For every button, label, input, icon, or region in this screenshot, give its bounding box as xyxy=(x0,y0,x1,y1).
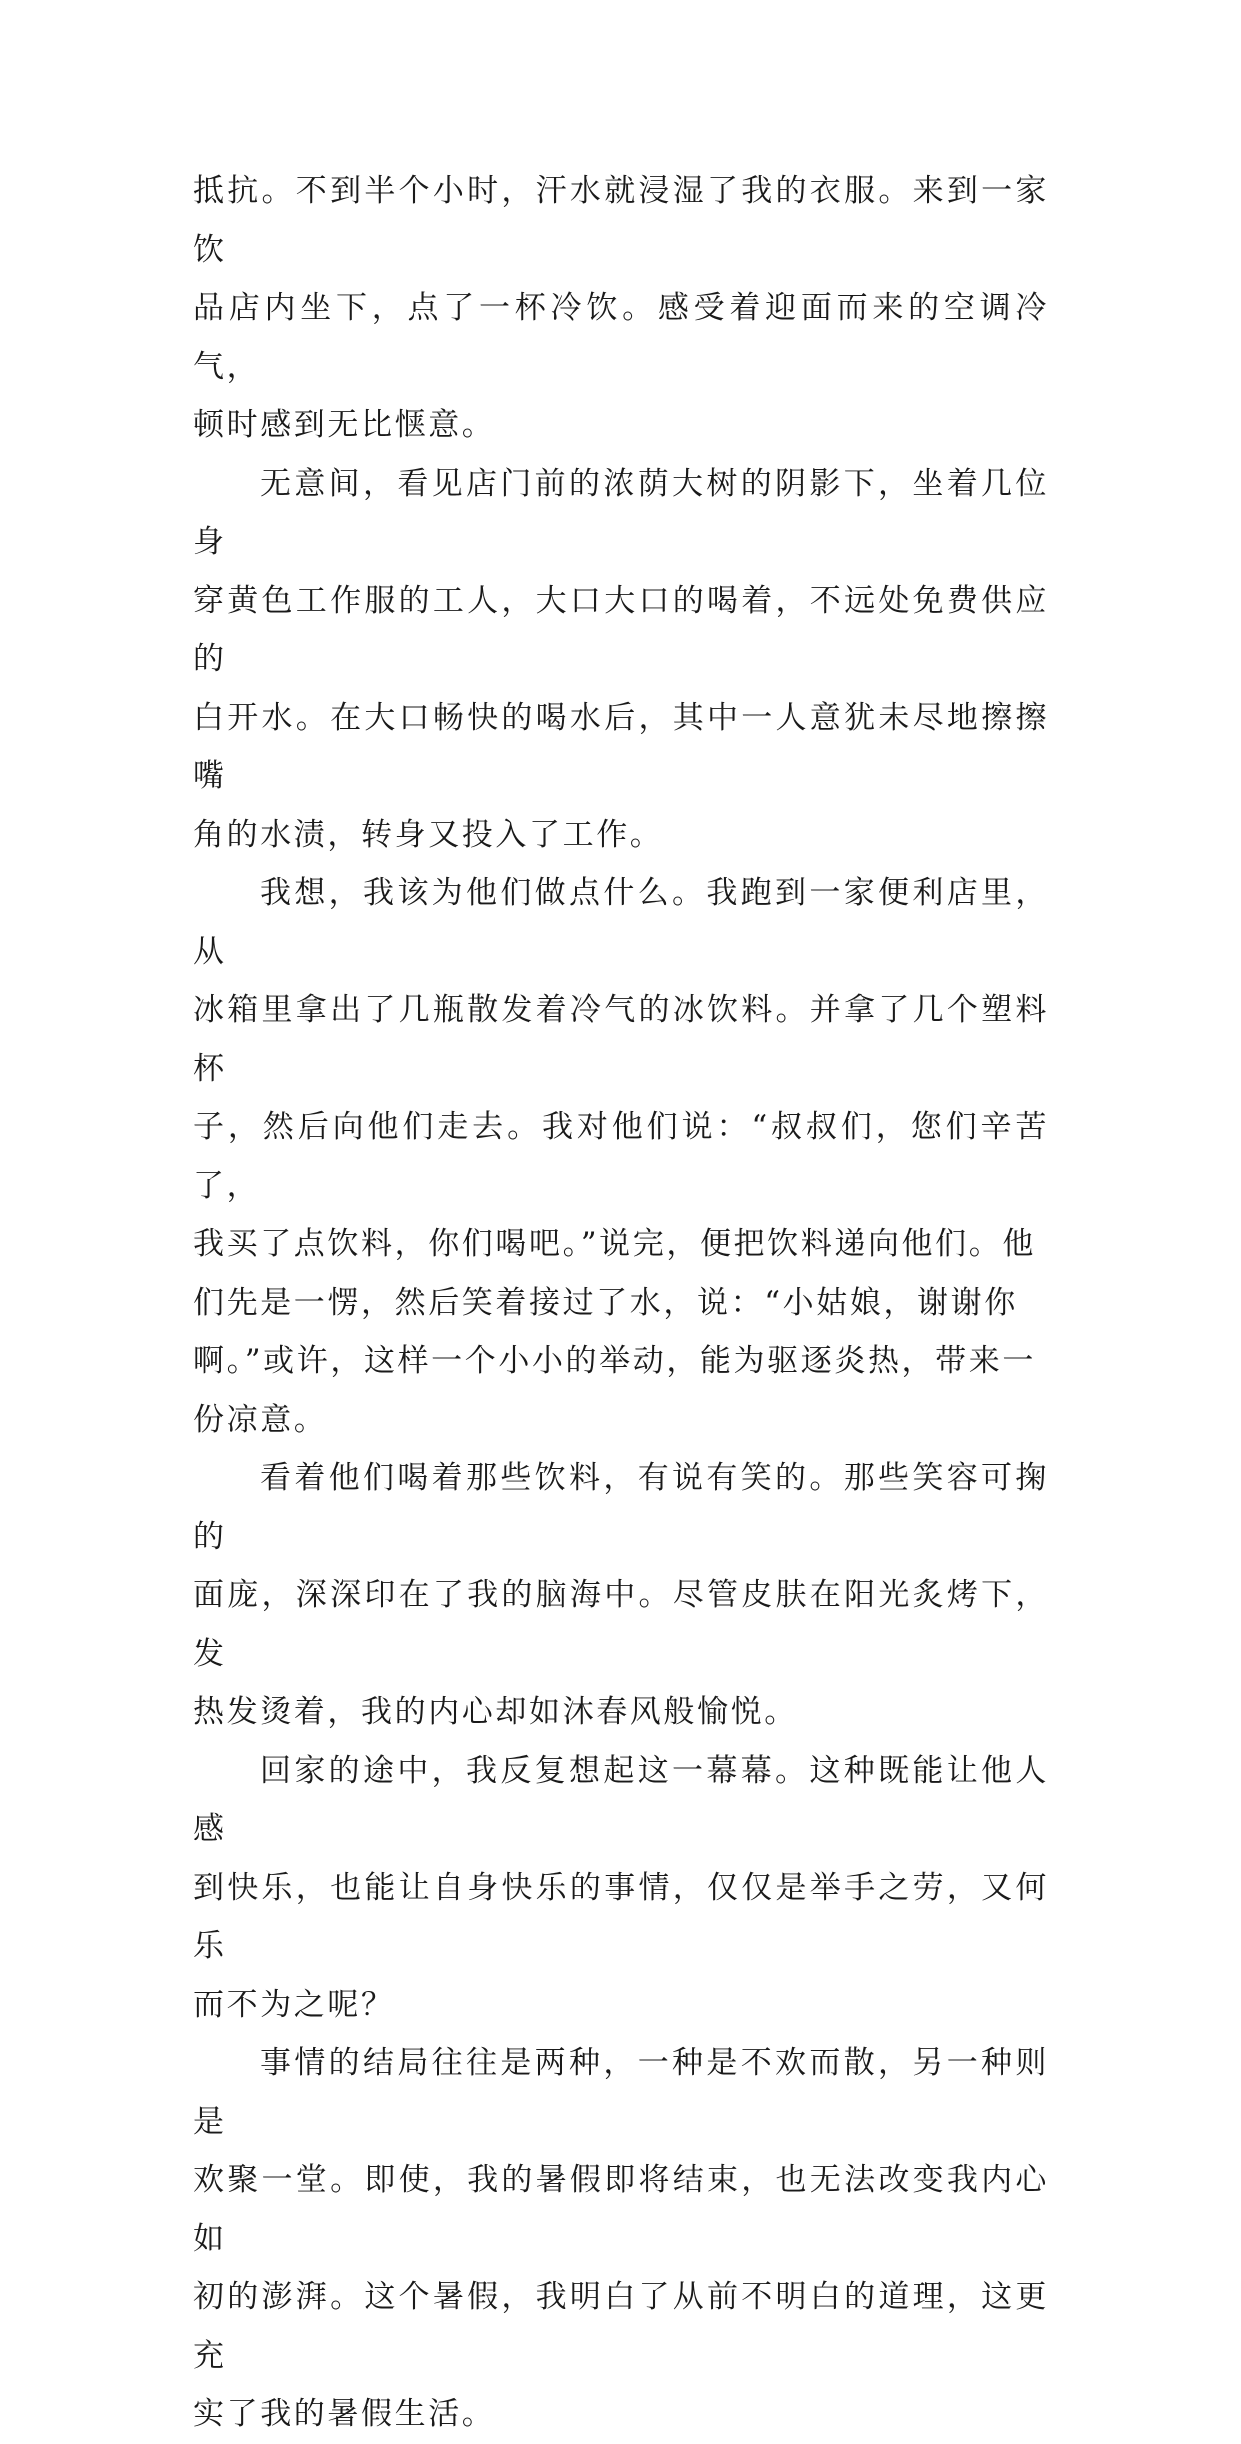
text-line: 穿黄色工作服的工人，大口大口的喝着，不远处免费供应的 xyxy=(193,582,1049,677)
text-line: 事情的结局往往是两种，一种是不欢而散，另一种则是 xyxy=(193,2045,1049,2140)
text-line: 啊。”或许，这样一个小小的举动，能为驱逐炎热，带来一 xyxy=(193,1343,1036,1379)
paragraph-3 xyxy=(193,864,1049,1449)
text-line: 白开水。在大口畅快的喝水后，其中一人意犹未尽地擦擦嘴 xyxy=(193,699,1049,794)
text-line: 初的澎湃。这个暑假，我明白了从前不明白的道理，这更充 xyxy=(193,2279,1049,2374)
text-line: 而不为之呢？ xyxy=(193,1986,395,2023)
paragraph-6 xyxy=(193,2034,1049,2444)
text-line: 品店内坐下，点了一杯冷饮。感受着迎面而来的空调冷气， xyxy=(193,290,1049,385)
paragraph-4 xyxy=(193,1449,1049,1742)
text-line: 我想，我该为他们做点什么。我跑到一家便利店里，从 xyxy=(193,875,1049,970)
text-line: 顿时感到无比惬意。 xyxy=(193,407,496,443)
text-line: 到快乐，也能让自身快乐的事情，仅仅是举手之劳，又何乐 xyxy=(193,1869,1049,1964)
text-line: 回家的途中，我反复想起这一幕幕。这种既能让他人感 xyxy=(193,1752,1049,1847)
text-line: 子，然后向他们走去。我对他们说：“叔叔们，您们辛苦了， xyxy=(193,1109,1049,1204)
text-line: 冰箱里拿出了几瓶散发着冷气的冰饮料。并拿了几个塑料杯 xyxy=(193,992,1049,1087)
paragraph-2 xyxy=(193,455,1049,865)
text-line: 抵抗。不到半个小时，汗水就浸湿了我的衣服。来到一家饮 xyxy=(193,173,1049,268)
text-line: 看着他们喝着那些饮料，有说有笑的。那些笑容可掬的 xyxy=(193,1460,1049,1555)
text-line: 角的水渍，转身又投入了工作。 xyxy=(193,816,664,853)
text-line: 我买了点饮料，你们喝吧。”说完，便把饮料递向他们。他 xyxy=(193,1226,1036,1262)
text-line: 份凉意。 xyxy=(193,1401,328,1438)
text-line: 无意间，看见店门前的浓荫大树的阴影下，坐着几位身 xyxy=(193,465,1049,560)
document-body xyxy=(193,162,1049,2444)
text-line: 们先是一愣，然后笑着接过了水，说：“小姑娘，谢谢你 xyxy=(193,1284,1018,1321)
paragraph-5 xyxy=(193,1742,1049,2035)
text-line: 实了我的暑假生活。 xyxy=(193,2396,496,2432)
paragraph-1 xyxy=(193,162,1049,455)
text-line: 热发烫着，我的内心却如沐春风般愉悦。 xyxy=(193,1694,798,1730)
text-line: 欢聚一堂。即使，我的暑假即将结束，也无法改变我内心如 xyxy=(193,2162,1049,2257)
text-line: 面庞，深深印在了我的脑海中。尽管皮肤在阳光炙烤下，发 xyxy=(193,1577,1049,1672)
